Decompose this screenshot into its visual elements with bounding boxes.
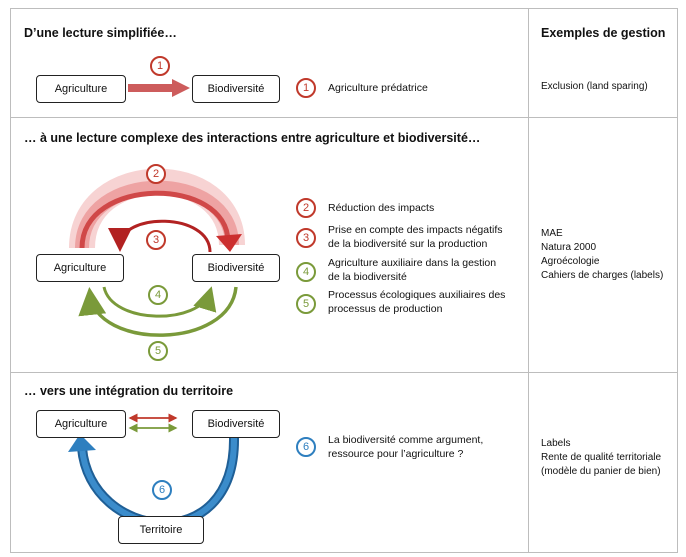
legend-3-line2: de la biodiversité sur la production: [328, 238, 488, 250]
legend-badge-4: 4: [296, 262, 316, 282]
badge-6-arrow: 6: [152, 480, 172, 500]
legend-badge-1: 1: [296, 78, 316, 98]
legend-badge-3: 3: [296, 228, 316, 248]
legend-4-line1: Agriculture auxiliaire dans la gestion: [328, 257, 497, 269]
legend-badge-5: 5: [296, 294, 316, 314]
example-item: Agroécologie: [541, 256, 600, 267]
examples-section2: [541, 227, 663, 283]
legend-5-line1: Processus écologiques auxiliaires des: [328, 289, 506, 301]
biodiversity-box-2: Biodiversité: [192, 254, 280, 282]
badge-3-arrow: 3: [146, 230, 166, 250]
example-item: Cahiers de charges (labels): [541, 270, 664, 281]
examples-section3: [541, 437, 661, 479]
badge-1-arrow: 1: [150, 56, 170, 76]
examples-section1: [541, 80, 648, 94]
legend-1-text: Agriculture prédatrice: [328, 82, 428, 94]
agriculture-box-1: Agriculture: [36, 75, 126, 103]
agriculture-box-3: Agriculture: [36, 410, 126, 438]
legend-3-text: [328, 223, 503, 251]
example-item: Rente de qualité territoriale: [541, 452, 662, 463]
legend-2-text: [328, 201, 434, 215]
legend-3-line1: Prise en compte des impacts négatifs: [328, 224, 503, 236]
biodiversity-box-1: Biodiversité: [192, 75, 280, 103]
biodiversity-box-3: Biodiversité: [192, 410, 280, 438]
legend-badge-2: 2: [296, 198, 316, 218]
legend-6-text: [328, 433, 483, 461]
section1-heading: D’une lecture simplifiée…: [24, 26, 177, 40]
example-item: Natura 2000: [541, 242, 597, 253]
territory-box: Territoire: [118, 516, 204, 544]
example-item: MAE: [541, 228, 563, 239]
legend-badge-6: 6: [296, 437, 316, 457]
legend-2-line1: Réduction des impacts: [328, 202, 435, 214]
section2-heading: … à une lecture complexe des interactions entre agriculture et biodiversité…: [24, 131, 481, 145]
column-header: Exemples de gestion: [541, 26, 666, 40]
legend-4-text: [328, 256, 496, 284]
agriculture-box-2: Agriculture: [36, 254, 124, 282]
badge-4-arrow: 4: [148, 285, 168, 305]
legend-6-line1: La biodiversité comme argument,: [328, 434, 484, 446]
arrow-1-predation: [128, 79, 190, 97]
legend-4-line2: de la biodiversité: [328, 271, 407, 283]
section3-heading: … vers une intégration du territoire: [24, 384, 234, 398]
example-item: Exclusion (land sparing): [541, 81, 648, 92]
legend-6-line2: ressource pour l’agriculture ?: [328, 448, 464, 460]
arrow-6-territory: [68, 434, 234, 523]
example-item: (modèle du panier de bien): [541, 466, 661, 477]
badge-5-arrow: 5: [148, 341, 168, 361]
legend-5-line2: processus de production: [328, 303, 443, 315]
example-item: Labels: [541, 438, 571, 449]
legend-5-text: [328, 288, 505, 316]
badge-2-arrow: 2: [146, 164, 166, 184]
